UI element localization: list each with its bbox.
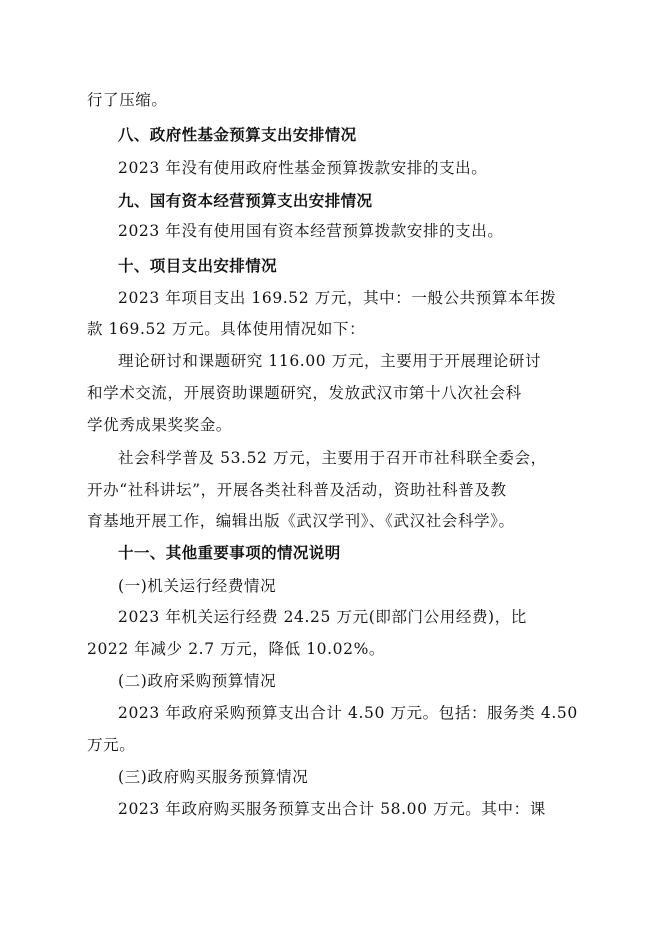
text-line: 社会科学普及 53.52 万元，主要用于召开市社科联全委会， [118, 449, 547, 467]
text-line: 理论研讨和课题研究 116.00 万元，主要用于开展理论研讨 [118, 352, 542, 370]
section-heading: 十一、其他重要事项的情况说明 [118, 544, 341, 562]
text-line: 2023 年政府购买服务预算支出合计 58.00 万元。其中：课 [118, 800, 546, 818]
text-line: 2023 年没有使用政府性基金预算拨款安排的支出。 [118, 159, 488, 177]
subsection-heading: (三)政府购买服务预算情况 [118, 768, 309, 786]
section-heading: 十、项目支出安排情况 [118, 257, 278, 275]
section-heading: 九、国有资本经营预算支出安排情况 [118, 192, 373, 210]
text-line: 开办“社科讲坛”，开展各类社科普及活动，资助社科普及教 [87, 481, 507, 499]
text-line: 2022 年减少 2.7 万元，降低 10.02%。 [87, 640, 386, 658]
text-line: 育基地开展工作，编辑出版《武汉学刊》、《武汉社会科学》。 [87, 512, 515, 530]
text-line: 2023 年项目支出 169.52 万元，其中：一般公共预算本年拨 [118, 289, 557, 307]
text-line: 2023 年没有使用国有资本经营预算拨款安排的支出。 [118, 222, 504, 240]
text-line: 款 169.52 万元。具体使用情况如下： [87, 320, 366, 338]
section-heading: 八、政府性基金预算支出安排情况 [118, 126, 357, 144]
subsection-heading: (二)政府采购预算情况 [118, 672, 277, 690]
text-line: 和学术交流，开展资助课题研究，发放武汉市第十八次社会科 [87, 384, 522, 402]
text-line: 万元。 [87, 736, 136, 754]
text-line: 2023 年政府采购预算支出合计 4.50 万元。包括：服务类 4.50 [118, 704, 578, 722]
text-line: 学优秀成果奖奖金。 [87, 416, 232, 434]
text-line: 2023 年机关运行经费 24.25 万元(即部门公用经费)，比 [118, 608, 527, 626]
subsection-heading: (一)机关运行经费情况 [118, 577, 277, 595]
text-line: 行了压缩。 [87, 91, 168, 109]
